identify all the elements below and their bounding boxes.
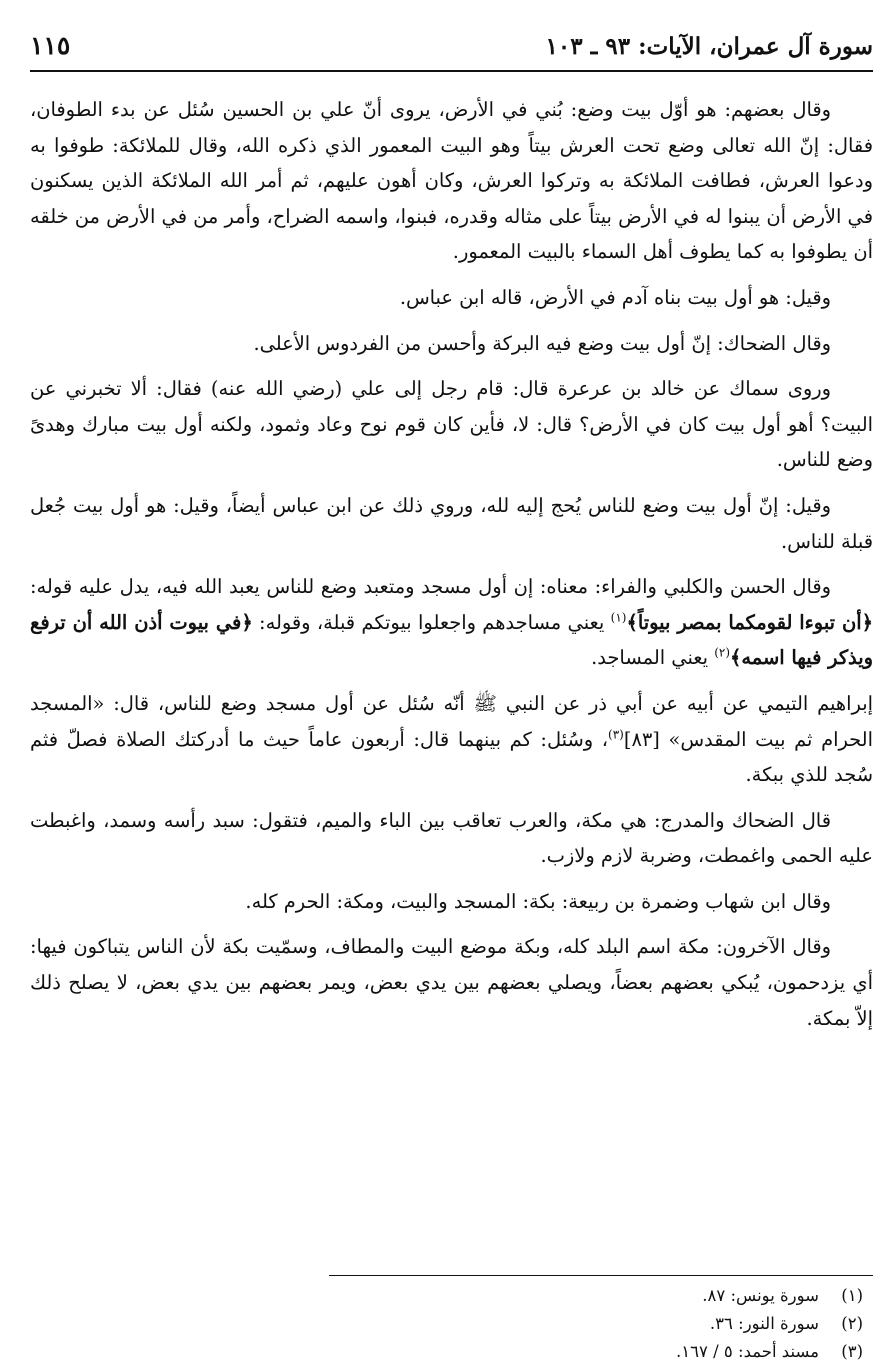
paragraph: وقال ابن شهاب وضمرة بن ربيعة: بكة: المسجد والبيت، ومكة: الحرم كله. [245, 889, 831, 913]
footnote-separator [329, 1275, 873, 1276]
running-title: سورة آل عمران، الآيات: ٩٣ ـ ١٠٣ [545, 33, 873, 60]
page-header [30, 26, 873, 72]
footnote-number: (٣) [841, 1342, 863, 1361]
text-run: يعني مساجدهم واجعلوا بيوتكم قبلة، وقوله: [252, 610, 611, 634]
paragraph: وقيل: إنّ أول بيت وضع للناس يُحج إليه لله، وروي ذلك عن ابن عباس أيضاً، وقيل: هو أول بيت جُعل قبلة للناس. [30, 493, 873, 553]
page-number: ١١٥ [30, 31, 71, 60]
text-run: ، وسُئل: كم بينهما قال: أربعون عاماً حيث ما أدركتك الصلاة فصلّ فثم سُجد للذي ببكة. [30, 727, 873, 787]
paragraph: قال الضحاك والمدرج: هي مكة، والعرب تعاقب بين الباء والميم، فتقول: سبد رأسه وسمد، واغبطت عليه الحمى واغمطت، وضربة لازم ولازب. [30, 808, 873, 868]
text-run: يعني المساجد. [591, 646, 715, 670]
footnote-ref[interactable]: (٢) [714, 645, 731, 660]
footnote [60, 1310, 863, 1338]
text-run: إبراهيم التيمي عن أبيه عن أبي ذر عن النبي ﷺ أنّه سُئل عن أول مسجد وضع للناس، قال: «المسجد الحرام ثم بيت المقدس» [٨٣] [30, 691, 873, 751]
footnote [60, 1338, 863, 1366]
quran-quote: ﴿في بيوت أذن الله أن ترفع ويذكر فيها اسمه﴾ [30, 610, 873, 670]
quran-quote: ﴿أن تبوءا لقومكما بمصر بيوتاً﴾ [626, 610, 873, 634]
footnote-ref[interactable]: (١) [610, 610, 627, 625]
paragraph: وقيل: هو أول بيت بناه آدم في الأرض، قاله ابن عباس. [399, 285, 831, 309]
footnote-text: سورة النور: ٣٦. [709, 1314, 819, 1333]
footnote-number: (١) [841, 1286, 863, 1305]
paragraph: وروى سماك عن خالد بن عرعرة قال: قام رجل إلى علي (رضي الله عنه) فقال: ألا تخبرني عن البيت؟ أهو أول بيت كان في الأرض؟ قال: لا، فأين كان قوم نوح وعاد وثمود، ولكنه أول بيت مبارك وهدىً وضع للناس. [30, 377, 873, 472]
paragraph: وقال الآخرون: مكة اسم البلد كله، وبكة موضع البيت والمطاف، وسمّيت بكة لأن الناس يتباكون فيها: أي يزدحمون، يُبكي بعضهم بعضاً، ويصلي بعضهم بين يدي بعض، ويمر بعضهم بين يدي بعض، لا يصلح ذلك إلاّ بمكة. [30, 935, 873, 1030]
paragraph: وقال بعضهم: هو أوّل بيت وضع: بُني في الأرض، يروى أنّ علي بن الحسين سُئل عن بدء الطوفان، فقال: إنّ الله تعالى وضع تحت العرش بيتاً وهو البيت المعمور الذي ذكره الله، وقال للملائكة: طوفوا به ودعوا العرش، فطافت الملائكة به وتركوا العرش، وكان أهون عليهم، ثم أمر الله الملائكة الذين يسكنون في الأرض أن يبنوا له في الأرض بيتاً على مثاله وقدره، فبنوا، واسمه الضراح، وأمر من في الأرض من خلقه أن يطوفوا به كما يطوف أهل السماء بالبيت المعمور. [30, 98, 873, 264]
footnotes [60, 1282, 863, 1367]
text-run: وقال الحسن والكلبي والفراء: معناه: إن أول مسجد ومتعبد وضع للناس يعبد الله فيه، يدل عليه قوله: [30, 575, 831, 599]
footnote-text: مسند أحمد: ٥ / ١٦٧. [675, 1342, 819, 1361]
footnote-ref[interactable]: (٣) [608, 727, 624, 742]
footnote-number: (٢) [841, 1314, 863, 1333]
main-text [30, 92, 873, 1270]
footnote-text: سورة يونس: ٨٧. [702, 1286, 819, 1305]
paragraph: وقال الضحاك: إنّ أول بيت وضع فيه البركة وأحسن من الفردوس الأعلى. [253, 331, 831, 355]
footnote [60, 1282, 863, 1310]
paragraph [30, 686, 873, 793]
paragraph [30, 569, 873, 676]
